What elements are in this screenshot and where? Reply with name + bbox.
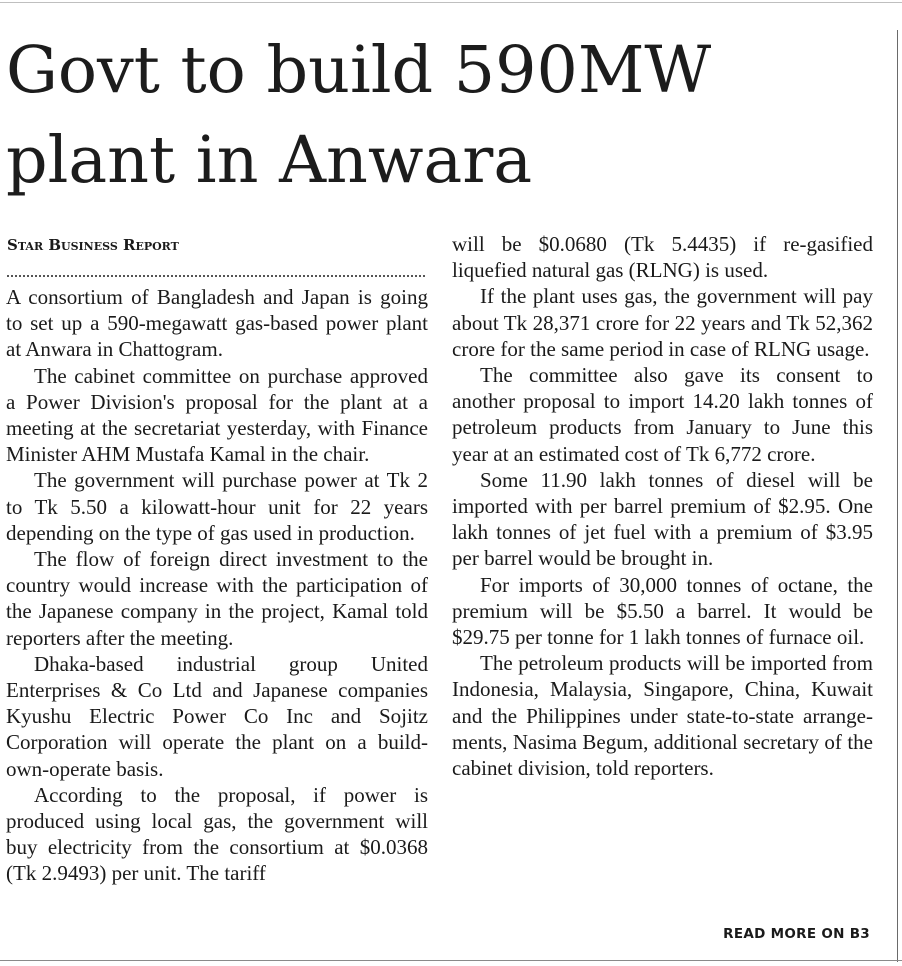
paragraph: The committee also gave its consent to another proposal to import 14.20 lakh tonnes of petroleum products from January to June this year at an estimated cost of Tk 6,772 crore.: [452, 363, 873, 466]
paragraph: According to the proposal, if power is produced using local gas, the government will buy electricity from the consortium at $0.0368 (Tk 2.9493) per unit. The tariff: [6, 782, 428, 886]
paragraph: A consortium of Bangladesh and Japan is going to set up a 590-megawatt gas-based power plant at Anwara in Chattogram.: [6, 285, 428, 362]
paragraph: Dhaka-based industrial group United Enterprises & Co Ltd and Japanese companies Kyushu Electric Power Co Inc and Sojitz Corporation will operate the plant on a build-own-operate basis.: [6, 651, 428, 781]
byline-dotted-rule: [7, 275, 425, 277]
paragraph: If the plant uses gas, the government will pay about Tk 28,371 crore for 22 years and Tk 52,362 crore for the same period in case of RLNG usage.: [452, 284, 873, 361]
paragraph: The government will purchase power at Tk 2 to Tk 5.50 a kilowatt-hour unit for 22 years depending on the type of gas used in production.: [6, 468, 428, 545]
left-column: [6, 284, 428, 887]
right-column: [452, 231, 873, 781]
paragraph: For imports of 30,000 tonnes of octane, the premium will be $5.50 a barrel. It would be $29.75 per tonne for 1 lakh tonnes of furnace oil.: [452, 572, 873, 650]
right-column-rule: [897, 30, 898, 962]
bottom-border-rule: [0, 960, 902, 961]
paragraph: The petroleum products will be imported from Indonesia, Malaysia, Singapore, China, Kuwait and the Philippines under state-to-state arrangements, Nasima Begum, additional secretary of the cabinet division, told reporters.: [452, 651, 873, 781]
paragraph: Some 11.90 lakh tonnes of diesel will be imported with per barrel premium of $2.95. One lakh tonnes of jet fuel with a premium of $3.95 per barrel would be brought in.: [452, 467, 873, 571]
headline: Govt to build 590MW plant in Anwara: [6, 33, 712, 198]
paragraph: The cabinet committee on purchase approved a Power Division's proposal for the plant at a meeting at the secretariat yesterday, with Finance Minister AHM Mustafa Kamal in the chair.: [6, 363, 428, 467]
byline: Star Business Report: [7, 236, 179, 254]
paragraph: The flow of foreign direct investment to the country would increase with the participation of the Japanese company in the project, Kamal told reporters after the meeting.: [6, 547, 428, 650]
paragraph-continuation: will be $0.0680 (Tk 5.4435) if re-gasified liquefied natural gas (RLNG) is used.: [452, 232, 873, 283]
read-more-link[interactable]: READ MORE ON B3: [723, 926, 870, 942]
top-border-rule: [0, 2, 902, 3]
